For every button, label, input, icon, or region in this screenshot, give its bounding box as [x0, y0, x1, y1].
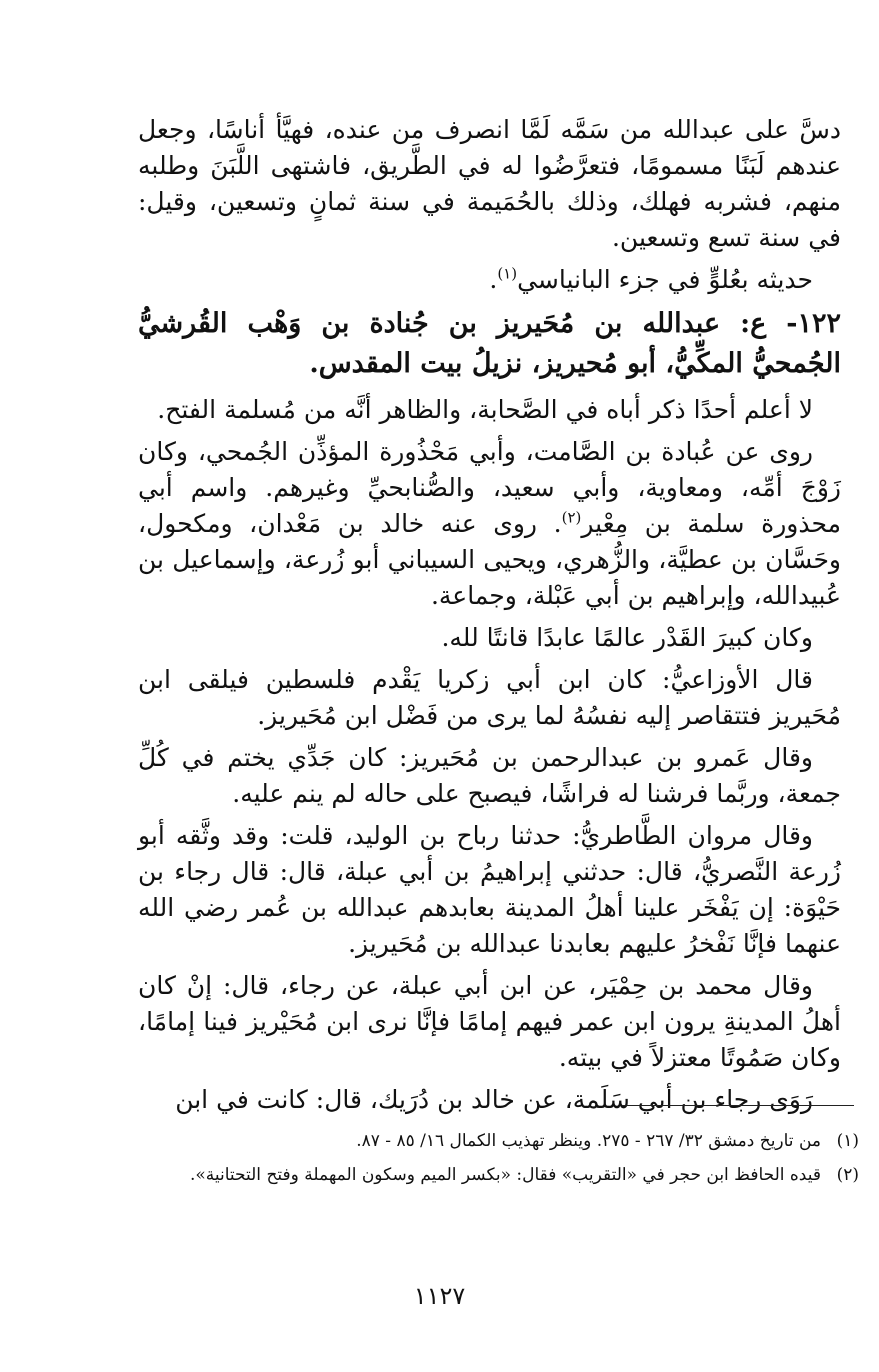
footnote-separator: [622, 1105, 854, 1106]
paragraph-6: قال الأوزاعيُّ: كان ابن أبي زكريا يَقْدم فلسطين فيلقى ابن مُحَيريز فتتقاصر إليه نفسُهُ لما يرى من فَضْل ابن مُحَيريز.: [138, 665, 841, 730]
footnote-ref-1[interactable]: (١): [497, 264, 518, 283]
footnote-ref-2[interactable]: (٢): [561, 508, 582, 527]
footnotes: [139, 1128, 859, 1196]
footnote-number: (١): [836, 1131, 859, 1151]
footnote-2: [139, 1162, 859, 1188]
paragraph-7: وقال عَمرو بن عبدالرحمن بن مُحَيريز: كان جَدِّي يختم في كُلِّ جمعة، وربَّما فرشنا له فراشًا، فيصبح على حاله لم ينم عليه.: [138, 743, 841, 808]
paragraph-4: روى عن عُبادة بن الصَّامت، وأبي مَحْذُورة المؤذِّن الجُمحي، وكان زَوْجَ أمِّه، ومعاوية، وأبي سعيد، والصُّنابحيِّ وغيرهم. واسم أبي محذورة سلمة بن مِعْير$^{(٢)}$. روى عنه خالد بن مَعْدان، ومكحول، وحَسَّان بن عطيَّة، والزُّهري، ويحيى السيباني أبو زُرعة، وإسماعيل بن عُبيدالله، وإبراهيم بن أبي عَبْلة، وجماعة.: [138, 437, 842, 610]
page-number: ١١٢٧: [413, 1282, 466, 1310]
paragraph-10: رَوَى رجاء بن أبي سَلَمة، عن خالد بن دُرَيك، قال: كانت في ابن: [175, 1085, 813, 1114]
paragraph-3: لا أعلم أحدًا ذكر أباه في الصَّحابة، والظاهر أنَّه من مُسلمة الفتح.: [157, 395, 813, 424]
footnote-text: قيده الحافظ ابن حجر في «التقريب» فقال: «بكسر الميم وسكون المهملة وفتح التحتانية».: [189, 1165, 821, 1185]
footnote-text: من تاريخ دمشق ٣٢/ ٢٦٧ - ٢٧٥. وينظر تهذيب الكمال ١٦/ ٨٥ - ٨٧.: [356, 1131, 821, 1151]
footnote-number: (٢): [836, 1165, 859, 1185]
footnote-1: [139, 1128, 859, 1154]
paragraph-9: وقال محمد بن حِمْيَر، عن ابن أبي عبلة، عن رجاء، قال: إنْ كان أهلُ المدينةِ يرون ابن عمر فيهم إمامًا فإنَّا نرى ابن مُحَيْريز فينا إمامًا، وكان صَمُوتًا معتزلاً في بيته.: [138, 971, 841, 1072]
paragraph-8: وقال مروان الطَّاطريُّ: حدثنا رباح بن الوليد، قلت: وقد وثَّقه أبو زُرعة النَّصريُّ، قال: حدثني إبراهيمُ بن أبي عبلة، قال: قال رجاء بن حَيْوَة: إن يَفْخَر علينا أهلُ المدينة بعابدهم عبدالله بن عُمر رضي الله عنهما فإنَّا نَفْخرُ عليهم بعابدنا عبدالله بن مُحَيريز.: [138, 821, 841, 958]
paragraph-5: وكان كبيرَ القَدْر عالمًا عابدًا قانتًا لله.: [441, 623, 813, 652]
entry-heading: ١٢٢- ع: عبدالله بن مُحَيريز بن جُنادة بن وَهْب القُرشيُّ الجُمحيُّ المكِّيُّ، أبو مُحيريز، نزيلُ بيت المقدس.: [138, 308, 841, 379]
paragraph-2: حديثه بعُلوٍّ في جزء البانياسي$^{(١)}$.: [489, 264, 813, 294]
paragraph-1: دسَّ على عبدالله من سَمَّه لَمَّا انصرف من عنده، فهيَّأ أناسًا، وجعل عندهم لَبَنًا مسمومًا، فتعرَّضُوا له في الطَّريق، فاشتهى اللَّبَنَ وطلبه منهم، فشربه فهلك، وذلك بالحُمَيمة في سنة ثمانٍ وتسعين، وقيل: في سنة تسع وتسعين.: [138, 115, 841, 252]
